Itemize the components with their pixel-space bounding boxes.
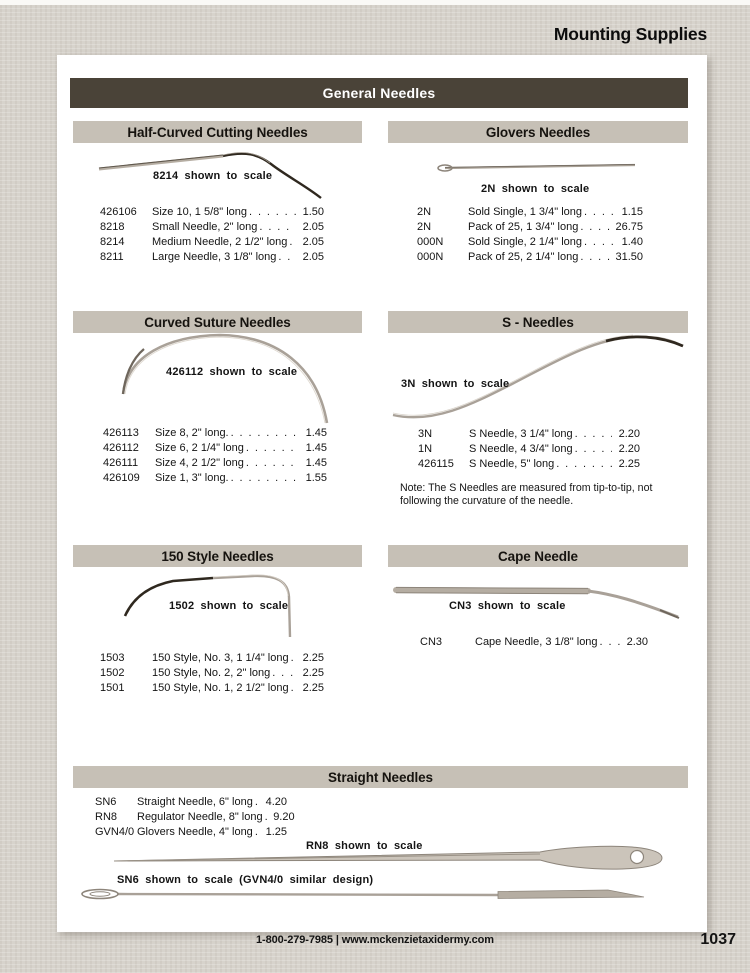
part-number: GVN4/0 [95,826,135,838]
item-price: 2.20 [618,428,640,440]
item-description: S Needle, 4 3/4" long [469,443,573,455]
item-price: 1.40 [621,236,643,248]
table-row [95,810,295,825]
part-number: 000N [417,236,444,248]
section-header-s-needles: S - Needles [388,311,688,333]
item-price: 26.75 [615,221,643,233]
item-description: S Needle, 5" long [469,458,555,470]
part-number: SN6 [95,796,117,808]
page-title: Mounting Supplies [553,24,707,44]
item-price: 1.25 [265,826,287,838]
dot-leader [229,426,299,441]
item-price: 2.05 [302,251,324,263]
part-number: 8214 [100,236,125,248]
table-row [100,235,324,250]
footer-contact: 1-800-279-7985 | www.mckenzietaxidermy.com [256,934,494,946]
sn6-needle-image [78,885,656,903]
section-header-150-style: 150 Style Needles [73,545,362,567]
dot-leader [244,441,299,456]
part-number: 1N [418,443,433,455]
scale-caption-rn8: RN8 shown to scale [306,840,423,852]
cape-price-table [420,635,648,650]
item-description: 150 Style, No. 3, 1 1/4" long [152,652,289,664]
scale-caption-2n: 2N shown to scale [481,183,590,195]
s-needles-note: Note: The S Needles are measured from tip-to-tip, not following the curvature of the needle. [400,482,653,507]
catalog-sheet [57,55,707,932]
section-header-straight: Straight Needles [73,766,688,788]
scale-caption-1502: 1502 shown to scale [169,600,289,612]
section-header-cape: Cape Needle [388,545,688,567]
item-price: 9.20 [273,811,295,823]
item-price: 1.55 [305,472,327,484]
item-description: Large Needle, 3 1/8" long [152,251,277,263]
table-row [418,457,640,472]
part-number: 1503 [100,652,125,664]
item-description: Size 10, 1 5/8" long [152,206,248,218]
item-description: Pack of 25, 1 3/4" long [468,221,579,233]
scale-caption-426112: 426112 shown to scale [166,366,298,378]
table-row [417,250,643,265]
dot-leader [578,220,615,235]
part-number: 2N [417,206,432,218]
dot-leader [276,250,296,265]
item-price: 2.05 [302,236,324,248]
item-description: 150 Style, No. 1, 2 1/2" long [152,682,289,694]
part-number: 8218 [100,221,125,233]
item-price: 2.05 [302,221,324,233]
item-description: Small Needle, 2" long [152,221,258,233]
section-header-half-curved: Half-Curved Cutting Needles [73,121,362,143]
150-style-price-table [100,651,324,696]
rn8-needle-image [110,844,668,872]
item-description: Size 8, 2" long. [155,427,229,439]
table-row [418,427,640,442]
part-number: 000N [417,251,444,263]
straight-price-table [95,795,295,840]
item-price: 2.25 [302,667,324,679]
item-description: Pack of 25, 2 1/4" long [468,251,579,263]
item-description: Size 4, 2 1/2" long [155,457,244,469]
table-row [103,441,327,456]
glovers-needle-image [435,160,640,174]
item-description: Glovers Needle, 4" long [137,826,253,838]
section-header-curved-suture: Curved Suture Needles [73,311,362,333]
part-number: CN3 [420,636,443,648]
item-price: 2.25 [302,682,324,694]
item-description: Sold Single, 2 1/4" long [468,236,582,248]
table-row [103,471,327,486]
item-price: 2.25 [302,652,324,664]
dot-leader [229,471,299,486]
part-number: 426115 [418,458,454,470]
dot-leader [287,235,296,250]
table-row [100,220,324,235]
table-row [103,456,327,471]
part-number: 3N [418,428,433,440]
part-number: 426113 [103,427,139,439]
item-price: 2.30 [626,636,648,648]
dot-leader [554,457,612,472]
item-description: Medium Needle, 2 1/2" long [152,236,288,248]
table-row [95,795,287,810]
table-row [103,426,327,441]
scan-edge-strip [0,0,750,5]
part-number: 426111 [103,457,139,469]
table-row [100,681,324,696]
table-row [100,651,324,666]
table-row [417,220,643,235]
table-row [417,235,643,250]
item-price: 1.45 [305,427,327,439]
part-number: 426109 [103,472,140,484]
page-number: 1037 [700,931,736,948]
dot-leader [257,220,296,235]
glovers-price-table [417,205,643,265]
curved-suture-needle-image [112,331,332,426]
scale-caption-8214: 8214 shown to scale [153,170,273,182]
dot-leader [582,235,615,250]
item-description: Size 1, 3" long. [155,472,229,484]
item-description: Sold Single, 1 3/4" long [468,206,582,218]
item-price: 1.45 [305,442,327,454]
item-description: 150 Style, No. 2, 2" long [152,667,271,679]
item-price: 2.20 [618,443,640,455]
banner-general-needles: General Needles [70,78,688,108]
s-needle-image [388,331,686,423]
part-number: RN8 [95,811,118,823]
dot-leader [244,456,299,471]
section-header-glovers: Glovers Needles [388,121,688,143]
part-number: 426106 [100,206,137,218]
dot-leader [247,205,296,220]
item-description: Straight Needle, 6" long [137,796,253,808]
dot-leader [289,651,296,666]
dot-leader [573,427,612,442]
scale-caption-sn6: SN6 shown to scale (GVN4/0 similar design) [117,874,374,886]
s-needles-price-table [418,427,640,472]
dot-leader [573,442,612,457]
table-row [417,205,643,220]
dot-leader [270,666,296,681]
item-price: 4.20 [265,796,287,808]
item-price: 2.25 [618,458,640,470]
scale-caption-cn3: CN3 shown to scale [449,600,566,612]
table-row [420,635,648,650]
part-number: 1501 [100,682,125,694]
dot-leader [582,205,615,220]
item-price: 31.50 [615,251,643,263]
item-price: 1.50 [302,206,324,218]
item-description: Size 6, 2 1/4" long [155,442,244,454]
part-number: 8211 [100,251,124,263]
table-row [100,250,324,265]
half-curved-price-table [100,205,324,265]
item-price: 1.15 [621,206,643,218]
part-number: 1502 [100,667,125,679]
scale-caption-3n: 3N shown to scale [401,378,510,390]
table-row [100,666,324,681]
item-description: Regulator Needle, 8" long [137,811,263,823]
item-description: S Needle, 3 1/4" long [469,428,573,440]
item-description: Cape Needle, 3 1/8" long [475,636,598,648]
table-row [95,825,287,840]
table-row [100,205,324,220]
dot-leader [289,681,296,696]
part-number: 2N [417,221,432,233]
curved-suture-price-table [103,426,327,486]
part-number: 426112 [103,442,139,454]
dot-leader [598,635,620,650]
item-price: 1.45 [305,457,327,469]
table-row [418,442,640,457]
dot-leader [578,250,615,265]
